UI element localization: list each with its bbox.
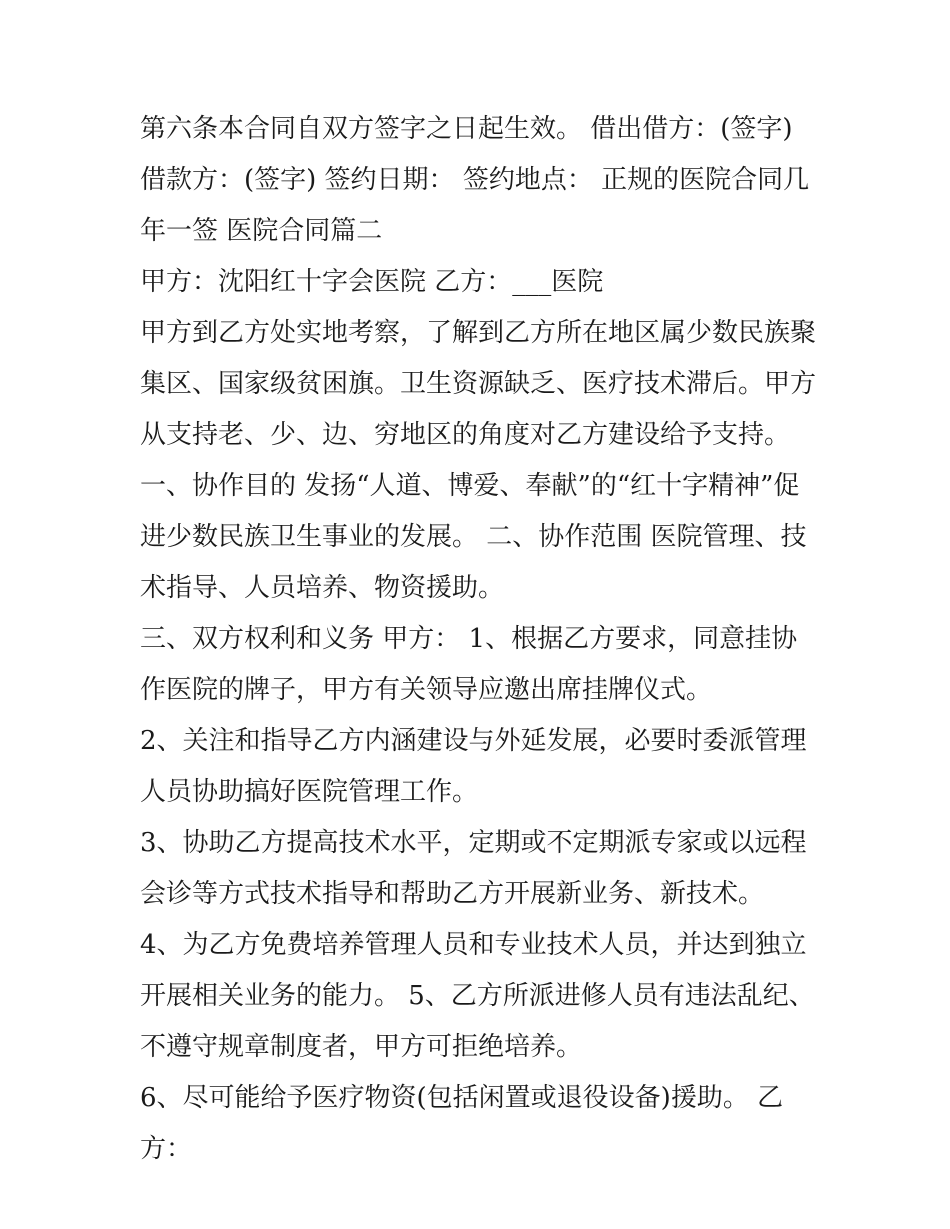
paragraph-effective-clause: 第六条本合同自双方签字之日起生效。 借出借方：(签字) 借款方：(签字) 签约日期： 签约地点： 正规的医院合同几年一签 医院合同篇二	[140, 114, 810, 246]
paragraph-item-2: 2、关注和指导乙方内涵建设与外延发展，必要时委派管理人员协助搞好医院管理工作。	[140, 726, 807, 807]
paragraph-item-4-5: 4、为乙方免费培养管理人员和专业技术人员，并达到独立开展相关业务的能力。 5、乙方所派进修人员有违法乱纪、不遵守规章制度者，甲方可拒绝培养。	[140, 930, 815, 1062]
paragraph-rights-obligations: 三、双方权利和义务 甲方： 1、根据乙方要求，同意挂协作医院的牌子，甲方有关领导应邀出席挂牌仪式。	[140, 624, 798, 705]
paragraph-item-3: 3、协助乙方提高技术水平，定期或不定期派专家或以远程会诊等方式技术指导和帮助乙方开展新业务、新技术。	[140, 828, 807, 909]
paragraph-purpose-scope: 一、协作目的 发扬“人道、博爱、奉献”的“红十字精神”促进少数民族卫生事业的发展。 二、协作范围 医院管理、技术指导、人员培养、物资援助。	[140, 471, 807, 603]
paragraph-background: 甲方到乙方处实地考察，了解到乙方所在地区属少数民族聚集区、国家级贫困旗。卫生资源缺乏、医疗技术滞后。甲方从支持老、少、边、穷地区的角度对乙方建设给予支持。	[140, 318, 817, 450]
document-page	[140, 104, 820, 1175]
paragraph-parties: 甲方：沈阳红十字会医院 乙方：___医院	[140, 267, 604, 297]
paragraph-item-6: 6、尽可能给予医疗物资(包括闲置或退役设备)援助。 乙方：	[140, 1083, 784, 1164]
